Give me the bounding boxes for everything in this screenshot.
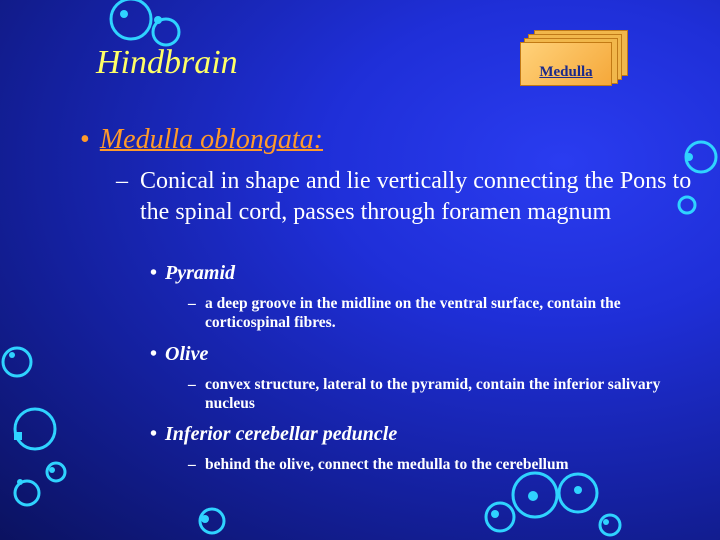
tab-front xyxy=(520,42,612,86)
item-detail xyxy=(188,455,708,474)
item-detail xyxy=(188,294,688,332)
main-bullet xyxy=(80,124,323,156)
bubble xyxy=(15,409,55,449)
dash-icon: – xyxy=(188,456,196,473)
item-heading-text: Pyramid xyxy=(165,262,236,284)
main-bullet-label: Medulla oblongata: xyxy=(99,124,324,155)
item-detail xyxy=(188,375,688,413)
bullet-icon: • xyxy=(150,262,158,284)
item-heading xyxy=(150,343,208,366)
bubble xyxy=(486,503,514,531)
item-heading xyxy=(150,262,235,285)
bullet-icon: • xyxy=(150,343,158,365)
dash-icon: – xyxy=(116,168,128,194)
tab-label[interactable]: Medulla xyxy=(539,64,593,80)
item-heading-text: Olive xyxy=(165,343,209,365)
item-heading xyxy=(150,423,397,446)
item-detail-text: convex structure, lateral to the pyramid, contain the inferior salivary nucleus xyxy=(205,376,661,412)
item-heading-text: Inferior cerebellar peduncle xyxy=(165,423,398,445)
bubble xyxy=(3,348,31,376)
bullet-icon: • xyxy=(150,423,158,445)
description-row xyxy=(116,166,696,228)
item-detail-text: a deep groove in the midline on the ventral surface, contain the corticospinal fibres. xyxy=(205,295,621,331)
bubble xyxy=(47,463,65,481)
description-text: Conical in shape and lie vertically connecting the Pons to the spinal cord, passes through foramen magnum xyxy=(140,168,692,225)
item-detail-text: behind the olive, connect the medulla to the cerebellum xyxy=(205,456,569,473)
slide-title: Hindbrain xyxy=(96,44,238,81)
bullet-icon: • xyxy=(80,124,90,155)
bubble xyxy=(600,515,620,535)
dash-icon: – xyxy=(188,295,196,312)
dash-icon: – xyxy=(188,376,196,393)
bubble xyxy=(111,0,151,39)
